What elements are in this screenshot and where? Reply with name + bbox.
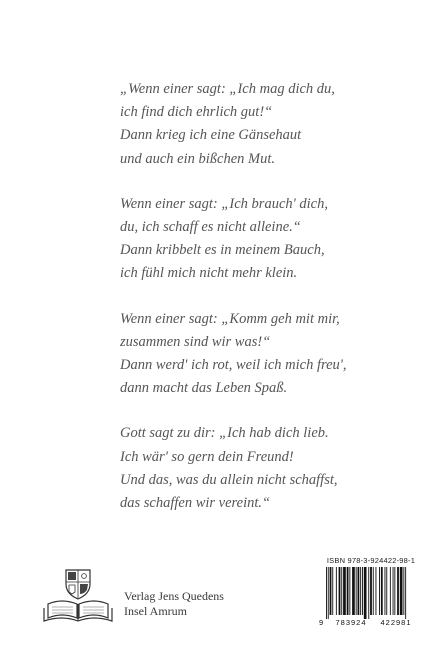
barcode-bar [326, 567, 327, 619]
barcode-bar [352, 567, 355, 615]
barcode-bar [386, 567, 387, 615]
isbn-block [318, 556, 424, 627]
barcode-bar [405, 567, 406, 619]
poem-line: zusammen sind wir was!“ [120, 333, 271, 350]
stanza-4 [120, 422, 420, 515]
stanza-1 [120, 78, 420, 171]
poem-line: das schaffen wir vereint.“ [120, 495, 271, 512]
barcode-bar [362, 567, 363, 615]
poem-line: ich fühl mich nicht mehr klein. [120, 265, 298, 282]
barcode-left-digits: 783924 [335, 618, 367, 627]
barcode-icon [318, 567, 424, 627]
barcode-right-digits: 422981 [380, 618, 412, 627]
publisher-text [124, 589, 224, 618]
barcode-bar [400, 567, 403, 615]
publisher-name: Verlag Jens Quedens [124, 589, 224, 603]
barcode-bar [339, 567, 341, 615]
barcode-bar [393, 567, 394, 615]
barcode-bar [328, 567, 329, 619]
barcode-bar [397, 567, 399, 615]
poem-line: Und das, was du allein nicht schaffst, [120, 471, 338, 488]
poem-line: Wenn einer sagt: „Komm geh mit mir, [120, 310, 340, 327]
poem-line: ich find dich ehrlich gut!“ [120, 104, 273, 121]
barcode-bar [347, 567, 349, 615]
poem-line: und auch ein bißchen Mut. [120, 150, 276, 167]
barcode-bar [385, 567, 386, 615]
barcode-first-digit: 9 [319, 618, 324, 627]
barcode-bar [370, 567, 372, 615]
barcode-bar [360, 567, 361, 615]
barcode-bar [364, 567, 367, 619]
barcode-bar [368, 567, 369, 619]
publisher-block [40, 568, 224, 624]
barcode-bar [341, 567, 342, 615]
barcode-bar [381, 567, 383, 615]
poem-line: Ich wär' so gern dein Freund! [120, 448, 294, 465]
poem-line: du, ich schaff es nicht alleine.“ [120, 219, 301, 236]
poem-line: Gott sagt zu dir: „Ich hab dich lieb. [120, 425, 329, 442]
poem-line: „Wenn einer sagt: „Ich mag dich du, [120, 81, 335, 97]
isbn-label: ISBN 978-3-924422-98-1 [326, 556, 416, 565]
poem-line: Dann kribbelt es in meinem Bauch, [120, 242, 325, 259]
publisher-logo-icon [40, 568, 116, 624]
poem-line: Wenn einer sagt: „Ich brauch' dich, [120, 195, 328, 212]
barcode-bar [403, 567, 404, 615]
publisher-location: Insel Amrum [124, 603, 187, 618]
barcode-bar [332, 567, 333, 615]
poem-line: dann macht das Leben Spaß. [120, 380, 288, 397]
barcode-bar [376, 567, 377, 615]
barcode-bar [330, 567, 332, 615]
barcode-bar [358, 567, 360, 615]
barcode-bar [343, 567, 346, 615]
stanza-2 [120, 193, 420, 286]
barcode-bar [336, 567, 337, 615]
poem-line: Dann werd' ich rot, weil ich mich freu', [120, 357, 347, 374]
barcode-bar [349, 567, 350, 615]
barcode-bar [373, 567, 374, 615]
barcode-bar [379, 567, 380, 615]
poem-line: Dann krieg ich eine Gänsehaut [120, 127, 302, 144]
barcode-bar [394, 567, 395, 615]
stanza-3 [120, 308, 420, 401]
barcode-bar [356, 567, 357, 615]
barcode-bar [390, 567, 391, 615]
poem [120, 78, 420, 537]
